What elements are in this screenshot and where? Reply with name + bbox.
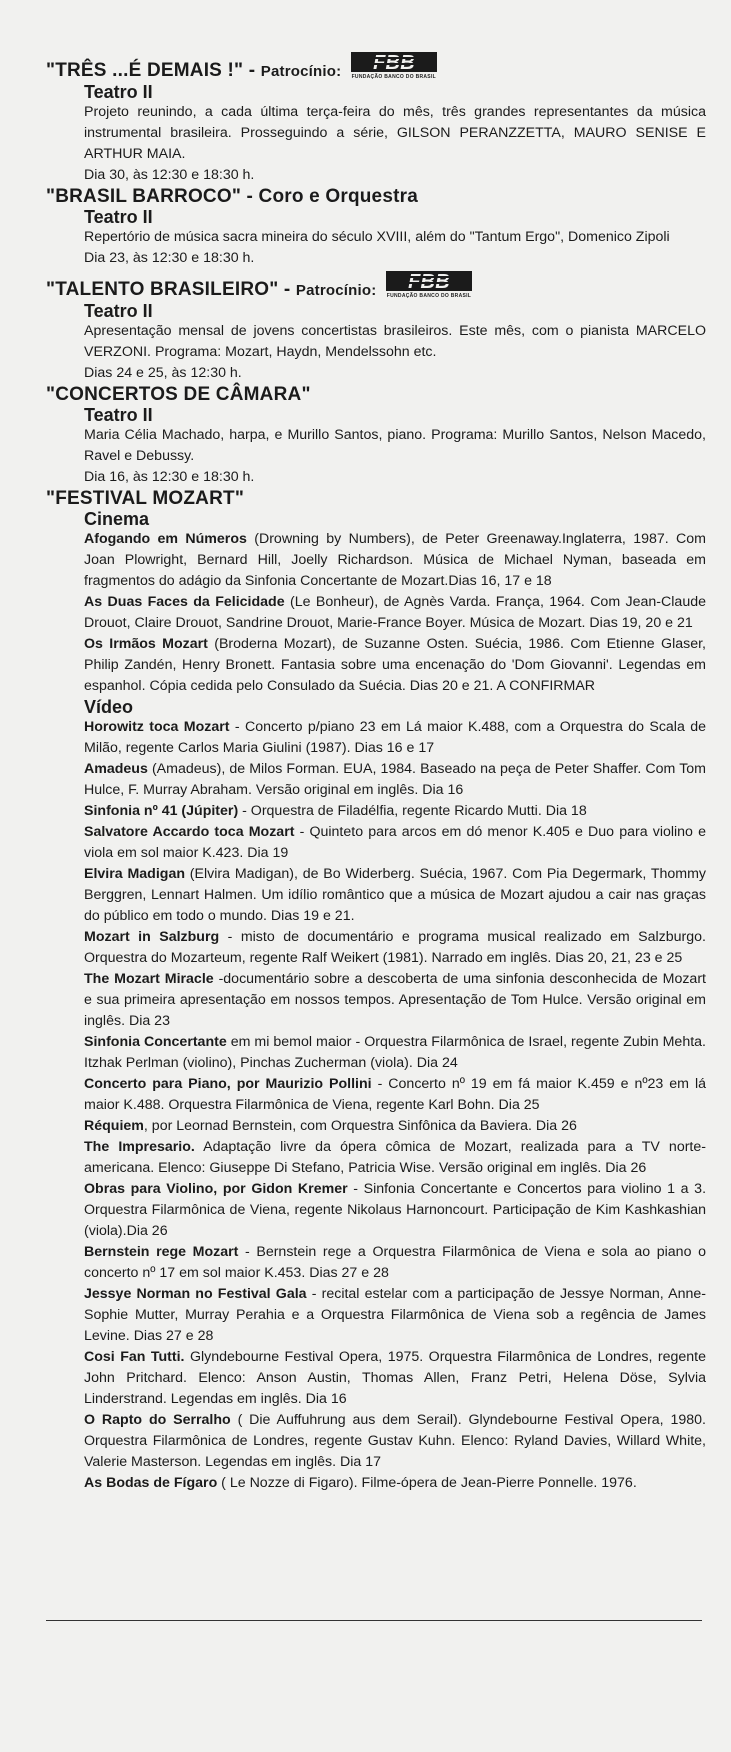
item-title: As Bodas de Fígaro (84, 1475, 218, 1491)
festival-title: "FESTIVAL MOZART" (46, 488, 245, 509)
list-item (84, 1242, 706, 1284)
item-text: (Broderna Mozart), de Suzanne Osten. Suécia, 1986. Com Etienne Glaser, Philip Zandén, Henry Bronett. Fantasia sobre uma encenação do 'Dom Giovanni'. Legendas em espanhol. Cópia cedida pelo Consulado da Suécia. Dias 20 e 21. A CONFIRMAR (84, 636, 706, 694)
list-item (84, 1032, 706, 1074)
item-title: Jessye Norman no Festival Gala (84, 1286, 307, 1302)
item-title: Horowitz toca Mozart (84, 719, 230, 735)
list-item (84, 1137, 706, 1179)
item-text: -documentário sobre a descoberta de uma sinfonia desconhecida de Mozart e sua primeira apresentação em nossos tempos. Apresentação de Tom Hulce. Versão original em inglês. Dia 23 (84, 971, 706, 1029)
logo-text: FBB (372, 52, 415, 74)
event-schedule: Dias 24 e 25, às 12:30 h. (84, 365, 242, 381)
list-item (84, 969, 706, 1032)
item-text: ( Le Nozze di Figaro). Filme-ópera de Jean-Pierre Ponnelle. 1976. (217, 1475, 637, 1491)
event-venue: Teatro II (84, 207, 153, 227)
item-text: (Le Bonheur), de Agnès Varda. França, 1964. Com Jean-Claude Drouot, Claire Drouot, Sandrine Drouot, Marie-France Boyer. Música de Mozart. Dias 19, 20 e 21 (84, 594, 706, 631)
event-concertos-de-camara (46, 384, 706, 488)
fbb-logo (351, 50, 437, 82)
event-talento-brasileiro (46, 269, 706, 384)
sponsor-label: Patrocínio: (295, 282, 377, 299)
item-text: Glyndebourne Festival Opera, 1975. Orquestra Filarmônica de Londres, regente John Pritchard. Elenco: Anson Austin, Thomas Allen, Franz Petri, Helena Döse, Sylvia Linderstrand. Legendas em inglês. Dia 16 (84, 1349, 706, 1407)
item-title: Mozart in Salzburg (84, 929, 220, 945)
program-content (46, 50, 706, 1494)
item-title: Elvira Madigan (84, 866, 185, 882)
event-schedule: Dia 23, às 12:30 e 18:30 h. (84, 250, 255, 266)
event-title: "CONCERTOS DE CÂMARA" (46, 384, 311, 405)
item-title: Obras para Violino, por Gidon Kremer (84, 1181, 348, 1197)
list-item (84, 1284, 706, 1347)
event-description: Projeto reunindo, a cada última terça-feira do mês, três grandes representantes da música instrumental brasileira. Prosseguindo a série, GILSON PERANZZETTA, MAURO SENISE E ARTHUR MAIA. (84, 104, 706, 162)
video-heading: Vídeo (84, 697, 134, 717)
list-item (84, 1347, 706, 1410)
event-title: "TRÊS ...É DEMAIS !" - (46, 60, 256, 81)
item-title: The Impresario. (84, 1139, 195, 1155)
item-title: Os Irmãos Mozart (84, 636, 208, 652)
list-item (84, 822, 706, 864)
list-item (84, 1179, 706, 1242)
item-text: - Sinfonia Concertante e Concertos para violino 1 a 3. Orquestra Filarmônica de Viena, regente Nikolaus Harnoncourt. Participação de Kim Kashkashian (viola).Dia 26 (84, 1181, 707, 1239)
event-venue: Teatro II (84, 301, 153, 321)
divider (46, 1620, 702, 1621)
event-title: "BRASIL BARROCO" - Coro e Orquestra (46, 186, 418, 207)
cinema-list (46, 529, 706, 697)
list-item (84, 801, 706, 822)
item-title: Concerto para Piano, por Maurizio Pollini (84, 1076, 372, 1092)
item-title: Amadeus (84, 761, 148, 777)
list-item (84, 759, 706, 801)
event-description: Maria Célia Machado, harpa, e Murillo Santos, piano. Programa: Murillo Santos, Nelson Macedo, Ravel e Debussy. (84, 427, 706, 464)
item-text: - recital estelar com a participação de Jessye Norman, Anne-Sophie Mutter, Murray Perahia e a Orquestra Filarmônica de Viena sob a regência de James Levine. Dias 27 e 28 (84, 1286, 706, 1344)
item-text: - Orquestra de Filadélfia, regente Ricardo Mutti. Dia 18 (238, 803, 587, 819)
list-item (84, 1116, 706, 1137)
sponsor-label: Patrocínio: (260, 63, 342, 80)
list-item (84, 592, 706, 634)
item-text: - misto de documentário e programa musical realizado em Salzburgo. Orquestra do Mozarteum, regente Ralf Weikert (1981). Narrado em inglês. Dias 20, 21, 23 e 25 (84, 929, 706, 966)
list-item (84, 927, 706, 969)
event-description: Repertório de música sacra mineira do século XVIII, além do "Tantum Ergo", Domenico Zipoli (84, 229, 670, 245)
item-text: , por Leornad Bernstein, com Orquestra Sinfônica da Baviera. Dia 26 (143, 1118, 577, 1134)
list-item (84, 717, 706, 759)
item-title: Cosi Fan Tutti. (84, 1349, 185, 1365)
item-text: (Drowning by Numbers), de Peter Greenaway.Inglaterra, 1987. Com Joan Plowright, Bernard Hill, Joelly Richardson. Música de Michael Nyman, baseada em fragmentos do adágio da Sinfonia Concertante de Mozart.Dias 16, 17 e 18 (84, 531, 706, 589)
item-title: O Rapto do Serralho (84, 1412, 231, 1428)
video-list (46, 717, 706, 1494)
item-text: Adaptação livre da ópera cômica de Mozart, realizada para a TV norte-americana. Elenco: Giuseppe Di Stefano, Patricia Wise. Versão original em inglês. Dia 26 (84, 1139, 706, 1176)
item-title: Bernstein rege Mozart (84, 1244, 239, 1260)
event-description: Apresentação mensal de jovens concertistas brasileiros. Este mês, com o pianista MARCELO VERZONI. Programa: Mozart, Haydn, Mendelssohn etc. (84, 323, 706, 360)
logo-text: FBB (408, 271, 450, 293)
list-item (84, 864, 706, 927)
event-tres-e-demais (46, 50, 706, 186)
event-venue: Teatro II (84, 405, 153, 425)
list-item (84, 1074, 706, 1116)
list-item (84, 1410, 706, 1473)
item-text: ( Die Auffuhrung aus dem Serail). Glyndebourne Festival Opera, 1980. Orquestra Filarmônica de Londres, regente Gustav Kuhn. Elenco: Ryland Davies, Willard White, Valerie Masterson. Legendas em inglês. Dia 17 (84, 1412, 706, 1470)
item-text: (Elvira Madigan), de Bo Widerberg. Suécia, 1967. Com Pia Degermark, Thommy Berggren, Lennart Halmen. Um idílio romântico que a música de Mozart ajudou a cair nas graças do público em todo o mundo. Dias 19 e 21. (84, 866, 706, 924)
logo-fine-print: FUNDAÇÃO BANCO DO BRASIL (351, 74, 436, 80)
fbb-logo (386, 269, 472, 301)
cinema-heading: Cinema (84, 509, 150, 529)
festival-mozart (46, 488, 706, 1494)
item-title: Afogando em Números (84, 531, 247, 547)
list-item (84, 1473, 706, 1494)
event-schedule: Dia 30, às 12:30 e 18:30 h. (84, 167, 255, 183)
event-schedule: Dia 16, às 12:30 e 18:30 h. (84, 469, 255, 485)
item-text: (Amadeus), de Milos Forman. EUA, 1984. Baseado na peça de Peter Shaffer. Com Tom Hulce, F. Murray Abraham. Versão original em inglês. Dia 16 (84, 761, 706, 798)
item-text: - Concerto p/piano 23 em Lá maior K.488, com a Orquestra do Scala de Milão, regente Carlos Maria Giulini (1987). Dias 16 e 17 (84, 719, 706, 756)
item-title: The Mozart Miracle (84, 971, 214, 987)
item-title: Sinfonia Concertante (84, 1034, 227, 1050)
item-text: em mi bemol maior - Orquestra Filarmônica de Israel, regente Zubin Mehta. Itzhak Perlman (violino), Pinchas Zucherman (viola). Dia 24 (84, 1034, 706, 1071)
event-title: "TALENTO BRASILEIRO" - (46, 279, 291, 300)
event-brasil-barroco (46, 186, 706, 269)
list-item (84, 529, 706, 592)
logo-fine-print: FUNDAÇÃO BANCO DO BRASIL (386, 293, 472, 299)
item-title: Sinfonia nº 41 (Júpiter) (84, 803, 239, 819)
list-item (84, 634, 706, 697)
item-text: - Bernstein rege a Orquestra Filarmônica de Viena e sola ao piano o concerto nº 17 em sol maior K.453. Dias 27 e 28 (84, 1244, 706, 1281)
item-text: - Quinteto para arcos em dó menor K.405 e Duo para violino e viola em sol maior K.423. Dia 19 (84, 824, 706, 861)
item-title: As Duas Faces da Felicidade (84, 594, 285, 610)
item-title: Salvatore Accardo toca Mozart (84, 824, 295, 840)
event-venue: Teatro II (84, 82, 153, 102)
item-text: - Concerto nº 19 em fá maior K.459 e nº23 em lá maior K.488. Orquestra Filarmônica de Viena, regente Karl Bohn. Dia 25 (84, 1076, 706, 1113)
item-title: Réquiem (84, 1118, 144, 1134)
